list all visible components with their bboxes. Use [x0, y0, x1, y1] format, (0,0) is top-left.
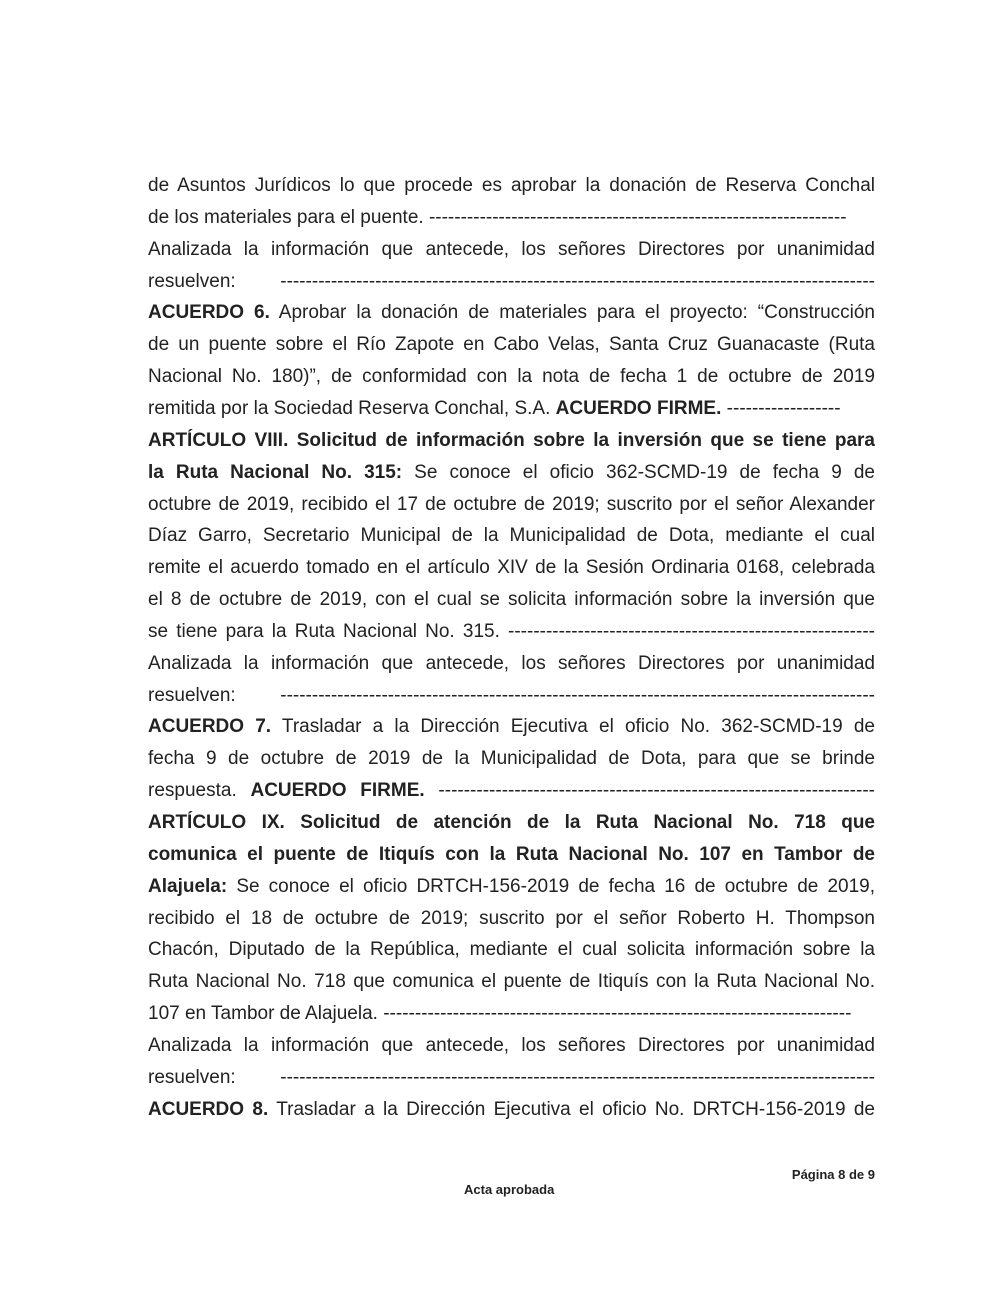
bold-text: la Ruta Nacional No. 315:	[148, 461, 403, 483]
text-line	[148, 843, 875, 867]
bold-text: ACUERDO FIRME.	[555, 397, 722, 419]
text-run: resuelven: ----------------------------------------------------------------------------------------------	[148, 1066, 875, 1088]
text-run: ---------------------------------------------------------------------	[424, 780, 875, 802]
text-line	[148, 811, 875, 835]
bold-text: Alajuela:	[148, 875, 228, 897]
text-run: resuelven: ----------------------------------------------------------------------------------------------	[148, 270, 875, 292]
text-line	[148, 1034, 875, 1058]
text-line	[148, 684, 875, 708]
text-line	[148, 747, 875, 771]
text-line	[148, 461, 875, 485]
bold-text: ARTÍCULO VIII. Solicitud de información sobre la inversión que se tiene para	[148, 429, 875, 451]
bold-text: ACUERDO FIRME.	[250, 780, 425, 802]
footer-status: Acta aprobada	[464, 1182, 555, 1197]
text-line	[148, 588, 875, 612]
text-run: Chacón, Diputado de la República, mediante el cual solicita información sobre la	[148, 939, 875, 961]
text-line	[148, 301, 875, 325]
text-run: octubre de 2019, recibido el 17 de octubre de 2019; suscrito por el señor Alexander	[148, 493, 875, 515]
bold-text: ACUERDO 7.	[148, 716, 272, 738]
text-run: fecha 9 de octubre de 2019 de la Municipalidad de Dota, para que se brinde	[148, 748, 875, 770]
text-line	[148, 907, 875, 931]
text-run: el 8 de octubre de 2019, con el cual se solicita información sobre la inversión que	[148, 589, 875, 611]
text-line	[148, 1098, 875, 1122]
bold-text: comunica el puente de Itiquís con la Ruta Nacional No. 107 en Tambor de	[148, 843, 875, 865]
text-run: recibido el 18 de octubre de 2019; suscrito por el señor Roberto H. Thompson	[148, 907, 875, 929]
text-run: 107 en Tambor de Alajuela. --------------------------------------------------------------------------	[148, 1003, 852, 1025]
text-line	[148, 715, 875, 739]
text-run: se tiene para la Ruta Nacional No. 315. ----------------------------------------------------------	[148, 620, 875, 642]
text-line	[148, 875, 875, 899]
text-run: Aprobar la donación de materiales para el proyecto: “Construcción	[269, 302, 875, 324]
text-line	[148, 365, 875, 389]
text-line	[148, 524, 875, 548]
text-run: Se conoce el oficio DRTCH-156-2019 de fecha 16 de octubre de 2019,	[227, 875, 875, 897]
text-line	[148, 1066, 875, 1090]
text-line	[148, 652, 875, 676]
text-run: remitida por la Sociedad Reserva Conchal, S.A.	[148, 397, 556, 419]
text-line	[148, 238, 875, 262]
bold-text: ARTÍCULO IX. Solicitud de atención de la Ruta Nacional No. 718 que	[148, 812, 875, 833]
bold-text: ACUERDO 8.	[148, 1098, 269, 1120]
text-run: respuesta.	[148, 780, 251, 802]
text-run: Analizada la información que antecede, los señores Directores por unanimidad	[148, 652, 875, 674]
text-run: Analizada la información que antecede, los señores Directores por unanimidad	[148, 238, 875, 260]
text-line	[148, 938, 875, 962]
text-run: Trasladar a la Dirección Ejecutiva el oficio No. 362-SCMD-19 de	[271, 716, 875, 738]
text-line	[148, 206, 875, 230]
text-run: resuelven: ----------------------------------------------------------------------------------------------	[148, 684, 875, 706]
text-run: remite el acuerdo tomado en el artículo XIV de la Sesión Ordinaria 0168, celebrada	[148, 557, 875, 579]
text-line	[148, 429, 875, 453]
bold-text: ACUERDO 6.	[148, 302, 270, 324]
text-run: Trasladar a la Dirección Ejecutiva el oficio No. DRTCH-156-2019 de	[268, 1098, 875, 1120]
text-line	[148, 1002, 875, 1026]
text-run: de los materiales para el puente. ------------------------------------------------------------------	[148, 206, 847, 228]
text-run: Analizada la información que antecede, los señores Directores por unanimidad	[148, 1034, 875, 1056]
text-line	[148, 397, 875, 421]
text-run: Ruta Nacional No. 718 que comunica el puente de Itiquís con la Ruta Nacional No.	[148, 971, 875, 993]
text-run: de Asuntos Jurídicos lo que procede es aprobar la donación de Reserva Conchal	[148, 175, 875, 196]
text-run: ------------------	[721, 397, 841, 419]
text-line	[148, 174, 875, 198]
text-run: Díaz Garro, Secretario Municipal de la Municipalidad de Dota, mediante el cual	[148, 525, 875, 547]
text-line	[148, 779, 875, 803]
text-line	[148, 970, 875, 994]
text-line	[148, 270, 875, 294]
text-line	[148, 333, 875, 357]
text-line	[148, 620, 875, 644]
text-run: Nacional No. 180)”, de conformidad con la nota de fecha 1 de octubre de 2019	[148, 366, 875, 388]
text-line	[148, 493, 875, 517]
text-run: Se conoce el oficio 362-SCMD-19 de fecha 9 de	[402, 461, 875, 483]
page-number: Página 8 de 9	[791, 1167, 875, 1182]
text-line	[148, 556, 875, 580]
text-run: de un puente sobre el Río Zapote en Cabo Velas, Santa Cruz Guanacaste (Ruta	[148, 334, 875, 356]
